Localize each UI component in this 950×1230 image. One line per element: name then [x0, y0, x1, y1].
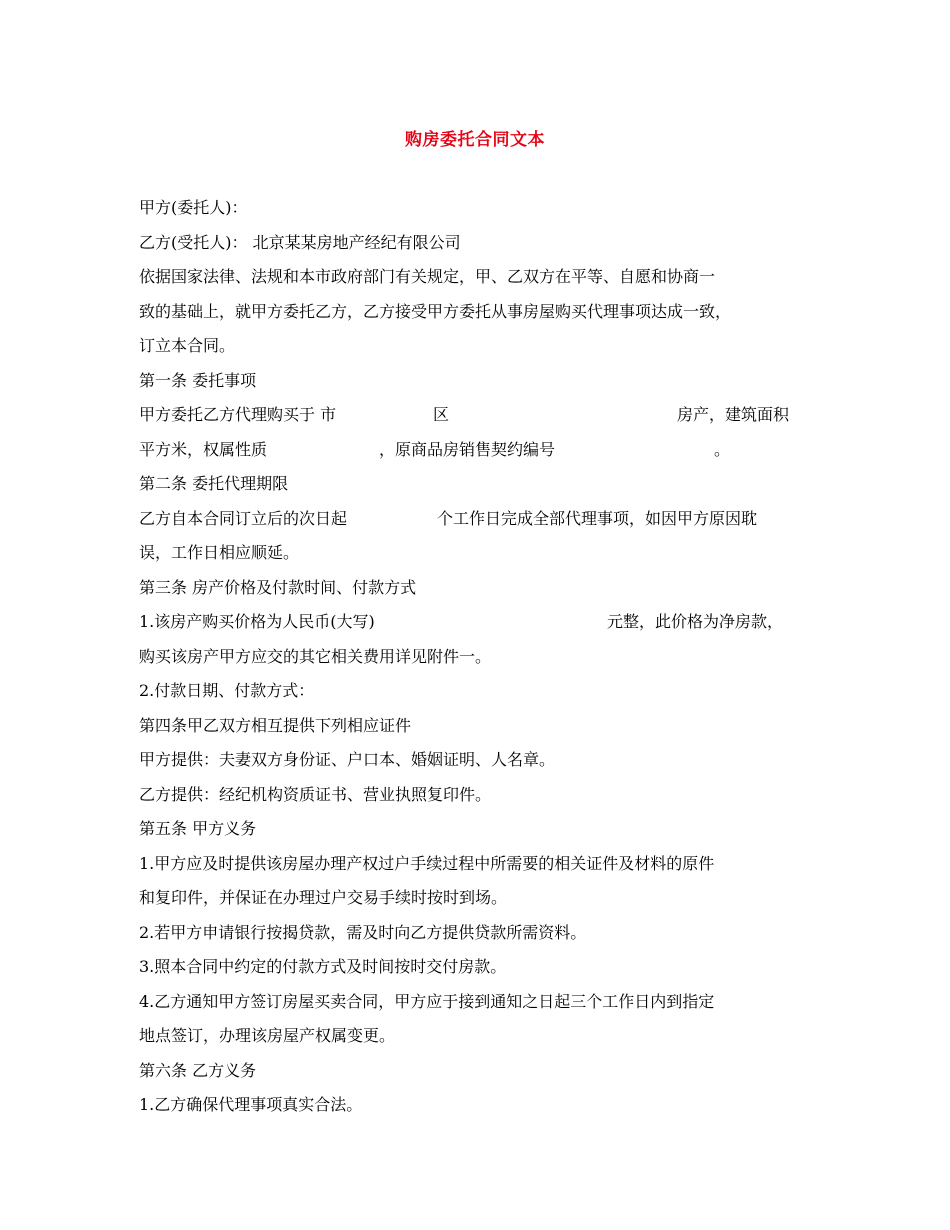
article-5-item-1: 1.甲方应及时提供该房屋办理产权过户手续过程中所需要的相关证件及材料的原件 — [139, 853, 715, 873]
preamble-line-1: 依据国家法律、法规和本市政府部门有关规定，甲、乙双方在平等、自愿和协商一 — [139, 267, 716, 286]
article-4-heading: 第四条甲乙双方相互提供下列相应证件 — [139, 715, 412, 735]
article-2-line-1: 乙方自本合同订立后的次日起 个工作日完成全部代理事项，如因甲方原因耽 — [139, 508, 758, 528]
article-2-line-2: 误，工作日相应顺延。 — [139, 543, 300, 562]
article-5-item-3: 3.照本合同中约定的付款方式及时间按时交付房款。 — [139, 957, 507, 976]
article-6-item-1: 1.乙方确保代理事项真实合法。 — [139, 1095, 363, 1114]
article-1-line-2: 平方米，权属性质 ，原商品房销售契约编号 。 — [139, 439, 731, 459]
party-a-line: 甲方(委托人)： — [139, 198, 248, 217]
article-3-heading: 第三条 房产价格及付款时间、付款方式 — [139, 577, 417, 597]
document-body — [139, 191, 829, 1123]
party-b-line: 乙方(受托人)： 北京某某房地产经纪有限公司 — [139, 232, 461, 252]
article-4-line-1: 甲方提供：夫妻双方身份证、户口本、婚姻证明、人名章。 — [139, 750, 556, 769]
article-2-heading: 第二条 委托代理期限 — [139, 474, 289, 493]
article-3-item-1: 1.该房产购买价格为人民币(大写) 元整，此价格为净房款， — [139, 612, 784, 631]
article-5-item-4: 4.乙方通知甲方签订房屋买卖合同，甲方应于接到通知之日起三个工作日内到指定 — [139, 991, 715, 1011]
article-6-heading: 第六条 乙方义务 — [139, 1060, 257, 1080]
article-5-item-2: 2.若甲方申请银行按揭贷款，需及时向乙方提供贷款所需资料。 — [139, 922, 587, 942]
preamble-line-3: 订立本合同。 — [139, 336, 236, 355]
preamble-line-2: 致的基础上，就甲方委托乙方，乙方接受甲方委托从事房屋购买代理事项达成一致， — [139, 301, 732, 321]
article-3-item-2: 2.付款日期、付款方式： — [139, 681, 315, 700]
article-1-line-1: 甲方委托乙方代理购买于 市 区 房产，建筑面积 — [139, 405, 790, 424]
article-5-item-4-cont: 地点签订，办理该房屋产权属变更。 — [139, 1026, 396, 1045]
article-4-line-2: 乙方提供：经纪机构资质证书、营业执照复印件。 — [139, 784, 492, 804]
article-1-heading: 第一条 委托事项 — [139, 370, 257, 390]
article-5-heading: 第五条 甲方义务 — [139, 819, 257, 838]
document-title: 购房委托合同文本 — [405, 130, 545, 150]
article-3-item-1-cont: 购买该房产甲方应交的其它相关费用详见附件一。 — [139, 646, 492, 666]
article-5-item-1-cont: 和复印件，并保证在办理过户交易手续时按时到场。 — [139, 888, 508, 907]
